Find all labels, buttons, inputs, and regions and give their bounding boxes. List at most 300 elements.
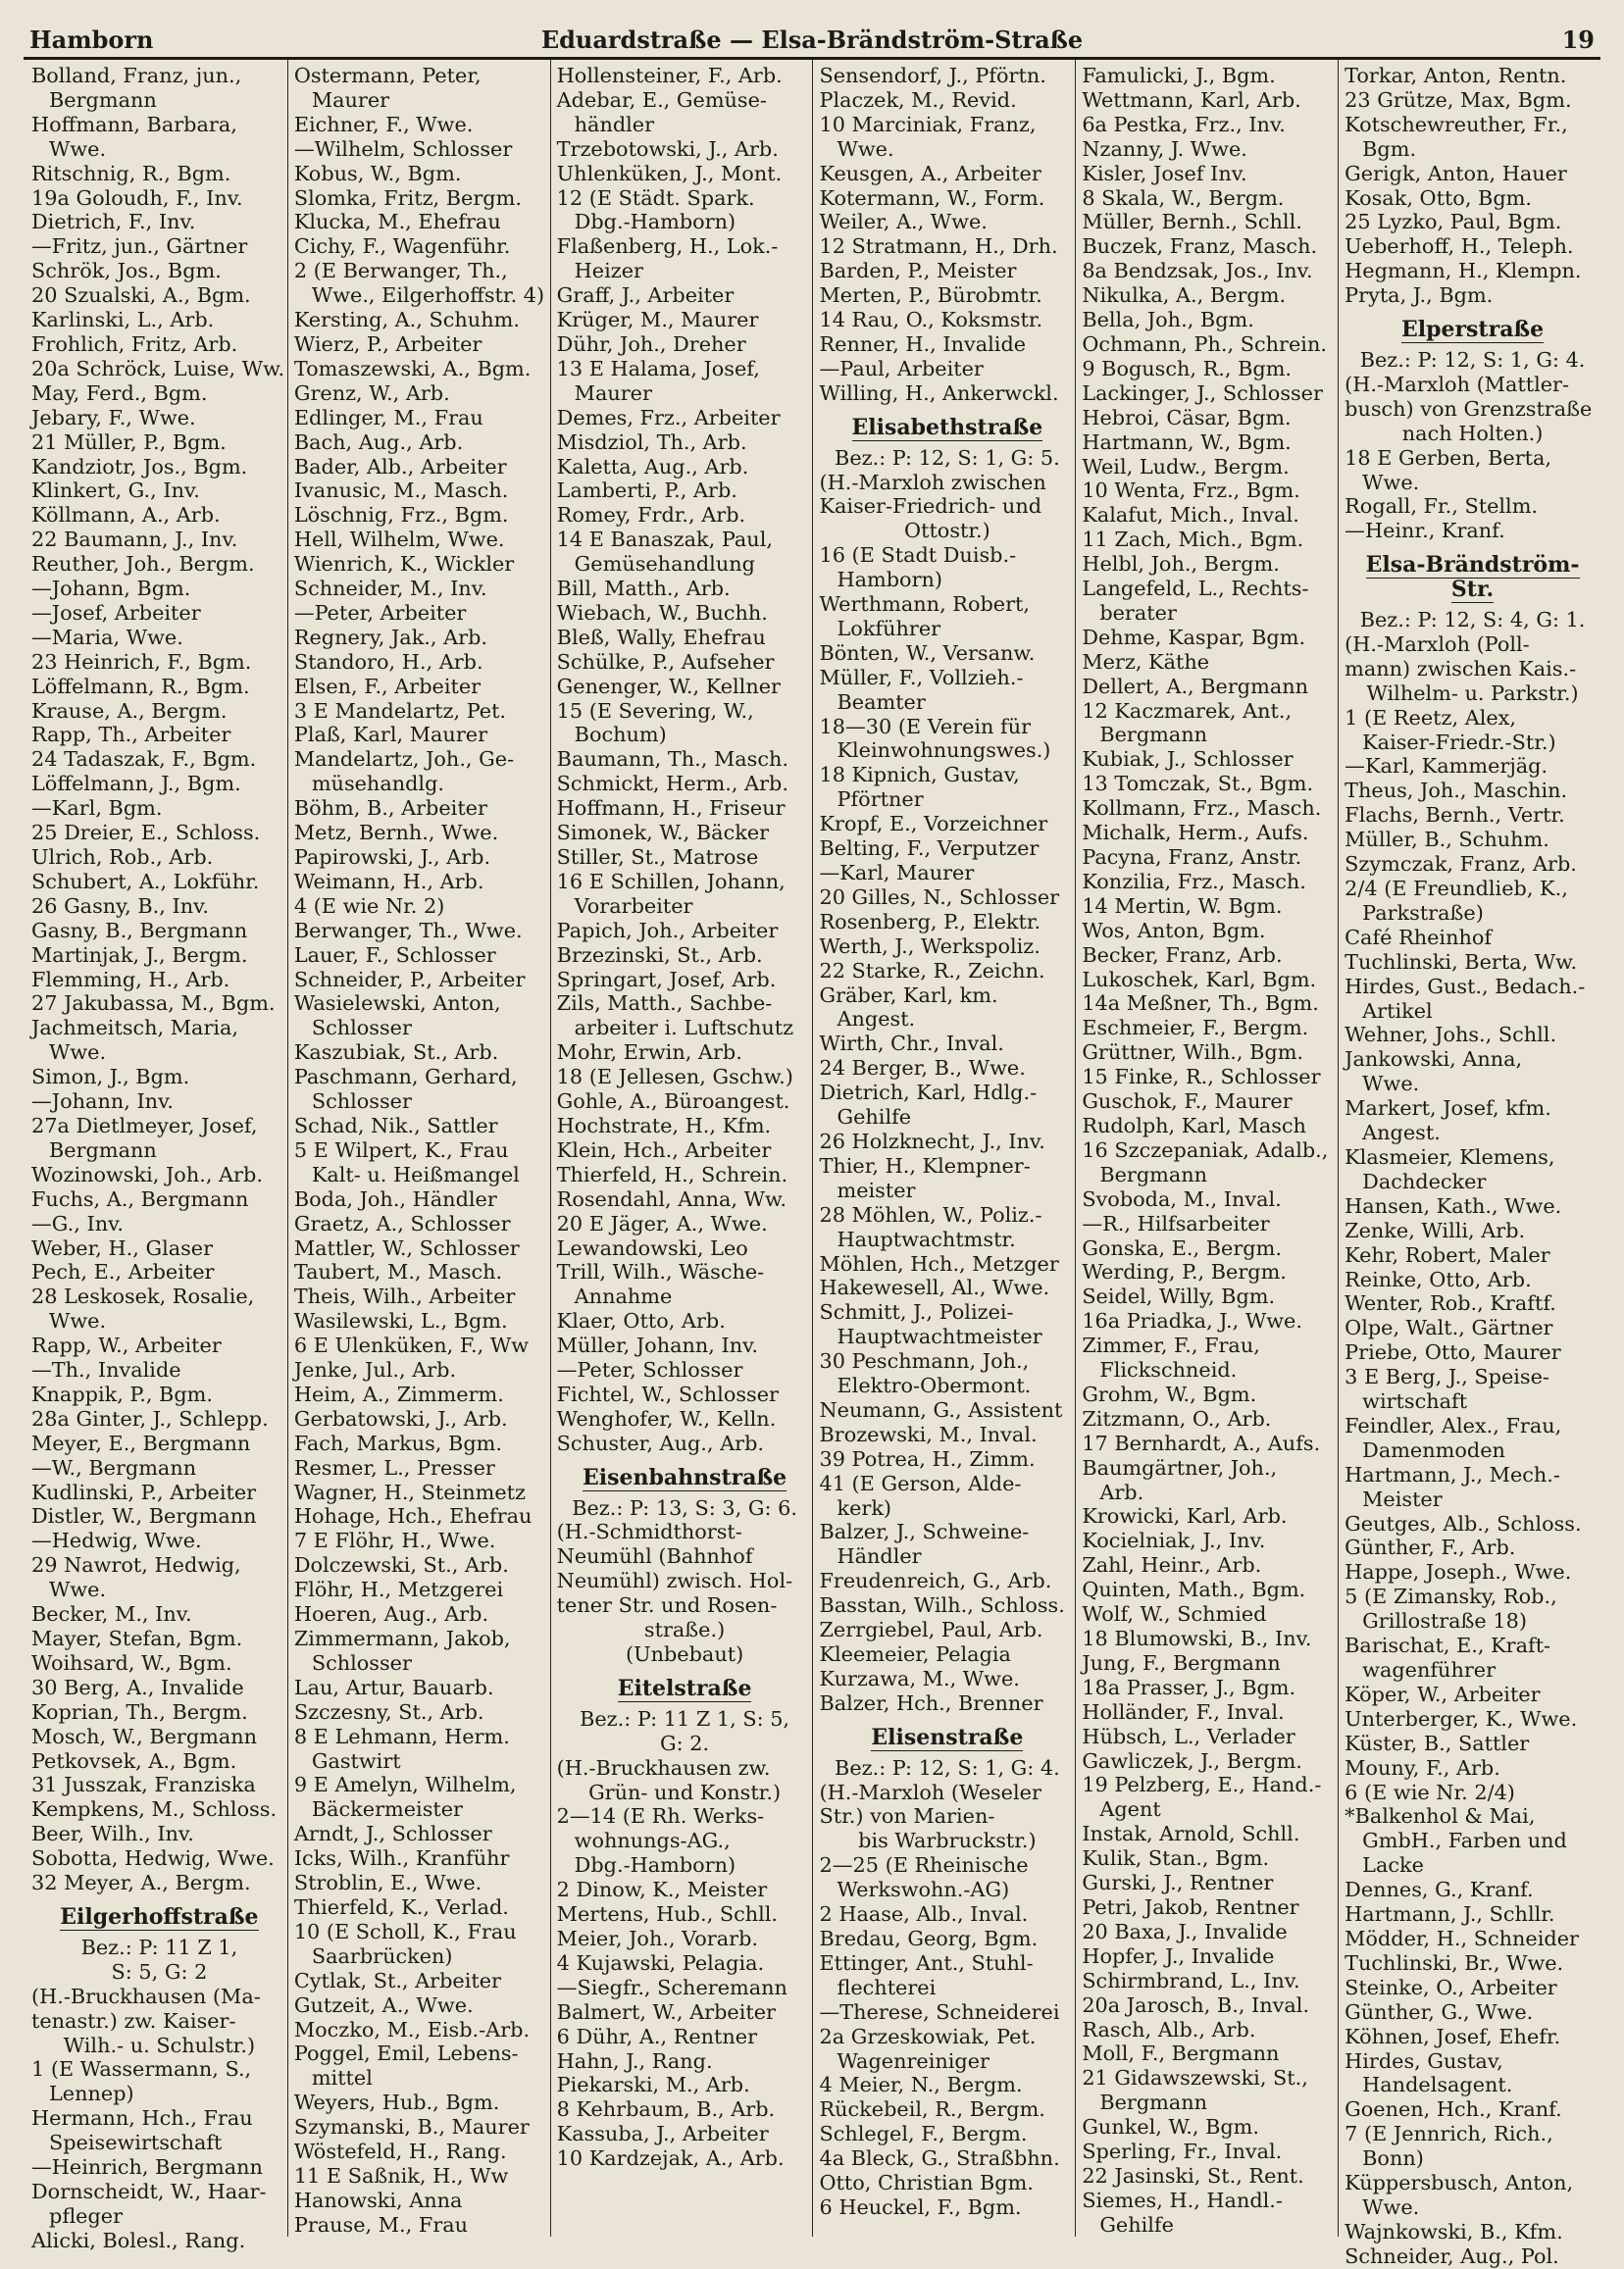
directory-entry-line: May, Ferd., Bgm. [31, 380, 208, 405]
directory-entry-line: Thier, H., Klempner- [819, 1153, 1031, 1178]
directory-entry-line: Schlosser [311, 1089, 412, 1114]
directory-entry-line: —Peter, Arbeiter [293, 600, 467, 625]
directory-entry-line: Rosenberg, P., Elektr. [819, 909, 1041, 933]
directory-entry-line: 18 Kipnich, Gustav, [819, 763, 1020, 787]
directory-entry-line: Hansen, Kath., Wwe. [1345, 1193, 1562, 1218]
directory-entry-line: Bergmann [1099, 1162, 1208, 1186]
directory-entry-line: —Josef, Arbeiter [31, 600, 201, 625]
directory-entry-line: müsehandlg. [311, 772, 444, 796]
directory-entry-line: Werth, J., Werkspoliz. [819, 933, 1040, 958]
directory-entry-line: Martinjak, J., Bergm. [31, 942, 248, 967]
directory-entry-line: Happe, Joseph., Wwe. [1345, 1560, 1572, 1585]
directory-entry-line: Helbl, Joh., Bergm. [1082, 552, 1280, 577]
directory-entry-line: Becker, M., Inv. [31, 1602, 192, 1627]
directory-entry-line: 23 Grütze, Max, Bgm. [1345, 87, 1572, 112]
directory-entry-line: Wwe. [1362, 1072, 1420, 1096]
directory-entry-line: Wasielewski, Anton, [293, 991, 501, 1016]
directory-entry-line: Jebary, F., Wwe. [31, 405, 196, 429]
directory-entry-line: Flemming, H., Arb. [31, 967, 230, 991]
directory-entry-line: tener Str. und Rosen- [556, 1593, 778, 1618]
directory-entry-line: Gemüsehandlung [574, 552, 755, 577]
directory-entry-line: Tomaszewski, A., Bgm. [293, 356, 532, 380]
directory-entry-line: händler [574, 112, 655, 136]
directory-entry-line: Gerbatowski, J., Arb. [293, 1406, 508, 1431]
directory-entry-line: Metz, Bernh., Wwe. [293, 821, 499, 845]
directory-entry-line: —Johann, Inv. [31, 1089, 174, 1114]
directory-entry-line: 11 Zach, Mich., Bgm. [1082, 528, 1304, 552]
directory-entry-line: Placzek, M., Revid. [819, 87, 1017, 112]
directory-entry-line: Gonska, E., Bergm. [1082, 1235, 1282, 1260]
directory-entry-line: Wagenreiniger [837, 2048, 990, 2073]
directory-entry-line: Woihsard, W., Bgm. [31, 1650, 232, 1675]
directory-entry-line: Vorarbeiter [574, 893, 693, 918]
directory-entry-line: Weiler, A., Wwe. [819, 210, 988, 234]
directory-entry-line: —G., Inv. [31, 1211, 125, 1235]
directory-entry-line: Klasmeier, Klemens, [1345, 1144, 1555, 1169]
directory-entry-line: Fichtel, W., Schlosser [556, 1382, 779, 1406]
directory-entry-line: Markert, Josef, kfm. [1345, 1096, 1551, 1121]
directory-entry-line: Theus, Joh., Maschin. [1345, 779, 1568, 803]
directory-entry-line: Schuster, Aug., Arb. [556, 1431, 764, 1455]
directory-entry-line: Lamberti, P., Arb. [556, 479, 737, 503]
directory-entry-line: wohnungs-AG., [574, 1829, 731, 1853]
directory-entry-line: Hebroi, Cäsar, Bgm. [1082, 405, 1292, 429]
directory-entry-line: 19a Goloudh, F., Inv. [31, 185, 243, 210]
directory-entry-line: 16a Priadka, J., Wwe. [1082, 1309, 1302, 1334]
directory-entry-line: 7 E Flöhr, H., Wwe. [293, 1529, 496, 1553]
directory-entry-line: Zahl, Heinr., Arb. [1082, 1553, 1262, 1578]
directory-entry-line: —Karl, Kammerjäg. [1345, 754, 1548, 779]
directory-entry-line: 14 Rau, O., Koksmstr. [819, 308, 1043, 332]
directory-entry-line: Zimmer, F., Frau, [1082, 1334, 1260, 1358]
directory-entry-line: Müller, Bernh., Schll. [1082, 210, 1302, 234]
directory-entry-line: Hauptwachtmstr. [837, 1227, 1016, 1251]
directory-entry-line: 30 Berg, A., Invalide [31, 1675, 244, 1699]
directory-entry-line: 3 E Berg, J., Speise- [1345, 1365, 1549, 1389]
directory-entry-line: Artikel [1362, 998, 1433, 1023]
directory-entry-line: Bonn) [1362, 2146, 1424, 2171]
directory-entry-line: Wajnkowski, B., Kfm. [1345, 2219, 1563, 2244]
directory-entry-line: —W., Bergmann [31, 1455, 197, 1480]
page-header [24, 18, 1600, 60]
directory-entry-line: 12 (E Städt. Spark. [556, 185, 755, 210]
directory-entry-line: 10 (E Scholl, K., Frau [293, 1919, 517, 1943]
directory-entry-line: Grün- und Konstr.) [588, 1780, 782, 1804]
directory-entry-line: Bez.: P: 12, S: 1, G: 4. [835, 1755, 1060, 1780]
directory-entry-line: —Karl, Bgm. [31, 796, 163, 821]
directory-entry-line: Köllmann, A., Arb. [31, 503, 221, 528]
directory-entry-line: 3 E Mandelartz, Pet. [293, 698, 507, 723]
directory-entry-line: Ueberhoff, H., Teleph. [1345, 234, 1574, 259]
directory-entry-line: Jachmeitsch, Maria, [31, 1016, 239, 1040]
street-heading-text: Elisabethstraße [851, 414, 1043, 440]
street-heading-text: Elsa-Brändström-Str. [1365, 552, 1580, 603]
directory-entry-line: 22 Jasinski, St., Rent. [1082, 2163, 1304, 2188]
directory-entry-line: —Maria, Wwe. [31, 625, 183, 649]
directory-entry-line: Werkswohn.-AG) [837, 1878, 1010, 1902]
directory-entry-line: Mertens, Hub., Schll. [556, 1902, 779, 1927]
directory-entry-line: Bella, Joh., Bgm. [1082, 308, 1254, 332]
directory-entry-line: 32 Meyer, A., Bergm. [31, 1871, 251, 1895]
directory-entry-line: Müller, Johann, Inv. [556, 1334, 758, 1358]
directory-entry-line: Eichner, F., Wwe. [293, 112, 474, 136]
directory-entry-line: 26 Gasny, B., Inv. [31, 893, 209, 918]
directory-entry-line: 4 (E wie Nr. 2) [293, 893, 445, 918]
directory-entry-line: Wettmann, Karl, Arb. [1082, 87, 1301, 112]
directory-entry-line: Mosch, W., Bergmann [31, 1724, 258, 1748]
directory-entry-line: Kurzawa, M., Wwe. [819, 1666, 1020, 1690]
directory-entry-line: Angest. [1362, 1121, 1441, 1145]
directory-entry-line: Flaßenberg, H., Lok.- [556, 234, 779, 259]
directory-entry-line: Gohle, A., Büroangest. [556, 1089, 790, 1114]
directory-entry-line: 21 Gidawszewski, St., [1082, 2066, 1308, 2091]
directory-entry-line: GmbH., Farben und [1362, 1829, 1567, 1853]
directory-entry-line: Regnery, Jak., Arb. [293, 625, 488, 649]
directory-entry-line: Unterberger, K., Wwe. [1345, 1706, 1578, 1731]
directory-entry-line: Dbg.-Hamborn) [574, 210, 736, 234]
directory-entry-line: Schneider, P., Arbeiter [293, 967, 526, 991]
directory-entry-line: 16 (E Stadt Duisb.- [819, 543, 1017, 568]
directory-entry-line: Flickschneid. [1099, 1358, 1238, 1383]
header-street-range: Eduardstraße — Elsa-Brändström-Straße [540, 25, 1084, 54]
directory-entry-line: Standoro, H., Arb. [293, 649, 483, 674]
directory-entry-line: Krause, A., Bergm. [31, 698, 228, 723]
directory-entry-line: Bez.: P: 11 Z 1, [80, 1935, 238, 1959]
directory-entry-line: Kollmann, Frz., Masch. [1082, 796, 1322, 821]
directory-entry-line: 12 Stratmann, H., Drh. [819, 234, 1058, 259]
directory-entry-line: Gräber, Karl, km. [819, 983, 998, 1007]
street-heading-text: Eilgerhoffstraße [60, 1903, 259, 1930]
header-city: Hamborn [29, 25, 154, 54]
directory-entry-line: Wos, Anton, Bgm. [1082, 918, 1266, 942]
directory-entry-line: Grüttner, Wilh., Bgm. [1082, 1040, 1304, 1065]
directory-entry-line: Annahme [574, 1285, 673, 1309]
directory-entry-line: 9 Bogusch, R., Bgm. [1082, 356, 1293, 380]
directory-entry-line: kerk) [837, 1495, 892, 1520]
directory-entry-line: 10 Kardzejak, A., Arb. [556, 2146, 785, 2171]
directory-entry-line: Elektro-Obermont. [837, 1374, 1032, 1398]
directory-entry-line: Kaletta, Aug., Arb. [556, 454, 749, 479]
directory-entry-line: 6 Dühr, A., Rentner [556, 2024, 758, 2048]
directory-entry-line: Grillostraße 18) [1362, 1609, 1527, 1634]
directory-entry-line: 18 Blumowski, B., Inv. [1082, 1627, 1312, 1650]
column-6 [1338, 60, 1600, 2268]
directory-entry-line: 8 Skala, W., Bergm. [1082, 185, 1285, 210]
directory-entry-line: Famulicki, J., Bgm. [1082, 64, 1276, 87]
directory-entry-line: Icks, Wilh., Kranführ [293, 1846, 510, 1871]
directory-entry-line: Werthmann, Robert, [819, 592, 1031, 617]
directory-entry-line: Köper, W., Arbeiter [1345, 1682, 1541, 1706]
directory-entry-line: Zimmermann, Jakob, [293, 1627, 511, 1650]
directory-entry-line: Quinten, Math., Bgm. [1082, 1578, 1306, 1602]
directory-entry-line: Schirmbrand, L., Inv. [1082, 1968, 1300, 1992]
street-heading [557, 1677, 813, 1701]
directory-entry-line: Krowicki, Karl, Arb. [1082, 1504, 1288, 1529]
directory-entry-line: Wwe. [837, 136, 894, 161]
directory-entry-line: Damenmoden [1362, 1437, 1505, 1462]
directory-entry-line: Bez.: P: 12, S: 4, G: 1. [1359, 608, 1586, 632]
directory-entry-line: Pacyna, Franz, Anstr. [1082, 845, 1302, 869]
directory-entry-line: Kaiser-Friedrich- und [819, 494, 1042, 519]
directory-entry-line: Prause, M., Frau [293, 2212, 469, 2237]
directory-entry-line: Kandziotr, Jos., Bgm. [31, 454, 248, 479]
directory-entry-line: Lukoschek, Karl, Bgm. [1082, 967, 1317, 991]
directory-entry-line: 30 Peschmann, Joh., [819, 1349, 1030, 1374]
directory-entry-line: Svoboda, M., Inval. [1082, 1186, 1282, 1211]
directory-entry-line: Gurski, J., Rentner [1082, 1871, 1274, 1895]
directory-entry-line: Hartmann, J., Mech.- [1345, 1462, 1560, 1487]
directory-entry-line: Bach, Aug., Arb. [293, 429, 464, 454]
directory-entry-line: Hauptwachtmeister [837, 1325, 1042, 1349]
directory-entry-line: Siemes, H., Handl.- [1082, 2188, 1283, 2212]
directory-entry-line: Lauer, F., Schlosser [293, 942, 496, 967]
directory-entry-line: Kulik, Stan., Bgm. [1082, 1846, 1270, 1871]
directory-entry-line: Bäckermeister [311, 1797, 463, 1822]
directory-entry-line: 20a Schröck, Luise, Ww. [31, 356, 285, 380]
directory-entry-line: Poggel, Emil, Lebens- [293, 2042, 519, 2066]
directory-entry-line: (H.-Marxloh zwischen [819, 470, 1046, 494]
directory-entry-line: Weimann, H., Arb. [293, 869, 484, 893]
directory-entry-line: Wenter, Rob., Kraftf. [1345, 1291, 1556, 1316]
directory-entry-line: bis Warbruckstr.) [858, 1829, 1037, 1853]
directory-entry-line: Bochum) [574, 723, 667, 747]
directory-entry-line: Bolland, Franz, jun., [31, 64, 242, 87]
directory-entry-line: 2a Grzeskowiak, Pet. [819, 2024, 1037, 2048]
directory-entry-line: —Heinr., Kranf. [1345, 519, 1505, 543]
directory-entry-line: Schmitt, J., Polizei- [819, 1300, 1014, 1325]
directory-entry-line: Plaß, Karl, Maurer [293, 723, 488, 747]
directory-entry-line: Maurer [311, 87, 390, 112]
directory-entry-line: Priebe, Otto, Maurer [1345, 1340, 1561, 1365]
directory-entry-line: —Johann, Bgm. [31, 577, 191, 601]
directory-entry-line: Rogall, Fr., Stellm. [1345, 494, 1539, 519]
directory-entry-line: Graff, J., Arbeiter [556, 283, 735, 308]
directory-entry-line: Feindler, Alex., Frau, [1345, 1413, 1562, 1437]
directory-entry-line: Mattler, W., Schlosser [293, 1235, 520, 1260]
directory-entry-line: Gawliczek, J., Bergm. [1082, 1748, 1302, 1773]
directory-entry-line: 15 Finke, R., Schlosser [1082, 1065, 1321, 1089]
directory-entry-line: Kehr, Robert, Maler [1345, 1242, 1550, 1267]
directory-entry-line: Adebar, E., Gemüse- [556, 87, 767, 112]
directory-entry-line: Wierz, P., Arbeiter [293, 331, 482, 356]
directory-entry-line: Torkar, Anton, Rentn. [1345, 64, 1567, 87]
directory-entry-line: Trill, Wilh., Wäsche- [556, 1260, 765, 1285]
directory-entry-line: Zils, Matth., Sachbe- [556, 991, 773, 1016]
directory-entry-line: Wienrich, K., Wickler [293, 552, 515, 577]
directory-entry-line: Bez.: P: 11 Z 1, S: 5, [580, 1706, 790, 1731]
directory-entry-line: Steinke, O., Arbeiter [1345, 1975, 1557, 1999]
directory-entry-line: Kassuba, J., Arbeiter [556, 2122, 769, 2146]
directory-entry-line: 18a Prasser, J., Bgm. [1082, 1675, 1296, 1699]
directory-entry-line: Hoffmann, H., Friseur [556, 796, 786, 821]
directory-entry-line: Lewandowski, Leo [556, 1235, 748, 1260]
directory-entry-line: Becker, Franz, Arb. [1082, 942, 1283, 967]
directory-entry-line: Hell, Wilhelm, Wwe. [293, 528, 505, 552]
page-number: 19 [1561, 25, 1595, 54]
directory-entry-line: Kobus, W., Bgm. [293, 161, 462, 185]
street-heading-text: Elperstraße [1400, 317, 1545, 343]
directory-entry-line: Dachdecker [1362, 1169, 1487, 1193]
directory-entry-line: 26 Holzknecht, J., Inv. [819, 1129, 1045, 1153]
directory-entry-line: Bez.: P: 12, S: 1, G: 4. [1359, 347, 1586, 372]
directory-entry-line: Ulrich, Rob., Arb. [31, 845, 214, 869]
directory-entry-line: Hochstrate, H., Kfm. [556, 1113, 772, 1137]
directory-entry-line: 10 Wenta, Frz., Bgm. [1082, 479, 1300, 503]
directory-entry-line: Petri, Jakob, Rentner [1082, 1894, 1299, 1919]
directory-entry-line: —Hedwig, Wwe. [31, 1529, 202, 1553]
directory-entry-line: Willing, H., Ankerwckl. [819, 380, 1059, 405]
directory-entry-line: Brozewski, M., Inval. [819, 1422, 1038, 1446]
column-3 [550, 60, 813, 2237]
directory-entry-line: Klinkert, G., Inv. [31, 479, 200, 503]
street-heading [31, 1905, 287, 1930]
directory-entry-line: Parkstraße) [1362, 900, 1484, 925]
directory-entry-line: Barden, P., Meister [819, 259, 1017, 283]
directory-entry-line: Schubert, A., Lokführ. [31, 869, 260, 893]
directory-entry-line: Hartmann, J., Schllr. [1345, 1902, 1555, 1927]
directory-entry-line: 31 Jusszak, Franziska [31, 1773, 256, 1797]
directory-entry-line: Gehilfe [1099, 2212, 1174, 2237]
directory-entry-line: Klein, Hch., Arbeiter [556, 1137, 772, 1162]
directory-entry-line: —Peter, Schlosser [556, 1358, 743, 1383]
directory-entry-line: busch) von Grenzstraße [1345, 396, 1593, 421]
directory-entry-line: 2—25 (E Rheinische [819, 1853, 1029, 1878]
directory-entry-line: Rückebeil, R., Bergm. [819, 2097, 1045, 2122]
directory-entry-line: Alicki, Bolesl., Rang. [31, 2228, 246, 2252]
columns-container [24, 60, 1600, 2268]
directory-entry-line: —Karl, Maurer [819, 861, 975, 884]
directory-entry-line: Händler [837, 1544, 922, 1569]
directory-entry-line: Bergmann [49, 87, 157, 112]
directory-entry-line: Ivanusic, M., Masch. [293, 479, 509, 503]
directory-entry-line: Kleinwohnungswes.) [837, 738, 1051, 763]
directory-entry-line: Nzanny, J. Wwe. [1082, 136, 1247, 161]
directory-entry-line: Wiebach, W., Buchh. [556, 600, 768, 625]
directory-entry-line: 12 Kaczmarek, Ant., [1082, 698, 1293, 723]
directory-entry-line: 27a Dietlmeyer, Josef, [31, 1113, 258, 1137]
directory-entry-line: Instak, Arnold, Schll. [1082, 1822, 1300, 1846]
directory-entry-line: 18—30 (E Verein für [819, 714, 1032, 738]
street-heading [557, 1466, 813, 1490]
directory-entry-line: Ettinger, Ant., Stuhl- [819, 1950, 1034, 1975]
street-heading-text: Eitelstraße [617, 1675, 752, 1701]
directory-entry-line: —Siegfr., Scheremann [556, 1975, 787, 1999]
directory-entry-line: Guschok, F., Maurer [1082, 1089, 1293, 1114]
directory-entry-line: Simonek, W., Bäcker [556, 821, 770, 845]
directory-entry-line: Böhm, B., Arbeiter [293, 796, 487, 821]
directory-entry-line: 16 E Schillen, Johann, [556, 869, 786, 893]
street-heading [1345, 553, 1600, 602]
directory-entry-line: Bader, Alb., Arbeiter [293, 454, 507, 479]
directory-entry-line: Kempkens, M., Schloss. [31, 1797, 278, 1822]
directory-entry-line: Jankowski, Anna, [1345, 1047, 1523, 1072]
directory-entry-line: Balzer, J., Schweine- [819, 1520, 1030, 1544]
directory-entry-line: 2 (E Berwanger, Th., [293, 259, 508, 283]
directory-entry-line: Otto, Christian Bgm. [819, 2171, 1034, 2195]
directory-entry-line: 28 Möhlen, W., Poliz.- [819, 1202, 1042, 1227]
directory-entry-line: Angest. [837, 1007, 916, 1032]
directory-entry-line: Paschmann, Gerhard, [293, 1065, 518, 1089]
directory-entry-line: Springart, Josef, Arb. [556, 967, 777, 991]
directory-entry-line: Bez.: P: 12, S: 1, G: 5. [835, 445, 1060, 470]
directory-entry-line: Moll, F., Bergmann [1082, 2042, 1280, 2066]
column-1 [24, 60, 287, 2252]
directory-entry-line: Piekarski, M., Arb. [556, 2073, 750, 2097]
directory-entry-line: Schneider, M., Inv. [293, 577, 487, 601]
directory-entry-line: Lennep) [49, 2082, 134, 2106]
directory-entry-line: Baumgärtner, Joh., [1082, 1455, 1278, 1480]
directory-entry-line: 19 Pelzberg, E., Hand.- [1082, 1773, 1322, 1797]
directory-entry-line: 1 (E Reetz, Alex, [1345, 705, 1517, 730]
directory-entry-line: 4 Meier, N., Bergm. [819, 2073, 1023, 2097]
directory-entry-line: Hopfer, J., Invalide [1082, 1943, 1275, 1968]
directory-entry-line: Mouny, F., Arb. [1345, 1755, 1500, 1780]
directory-entry-line: 4 Kujawski, Pelagia. [556, 1950, 765, 1975]
directory-entry-line: Dbg.-Hamborn) [574, 1853, 736, 1878]
directory-entry-line: Bredau, Georg, Bgm. [819, 1926, 1039, 1950]
directory-entry-line: Merz, Käthe [1082, 649, 1210, 674]
directory-entry-line: 18 E Gerben, Berta, [1345, 445, 1552, 470]
directory-entry-line: Fach, Markus, Bgm. [293, 1431, 502, 1455]
directory-entry-line: Meyer, E., Bergmann [31, 1431, 251, 1455]
directory-entry-line: Rasch, Alb., Arb. [1082, 2017, 1256, 2042]
directory-entry-line: Hahn, J., Rang. [556, 2048, 713, 2073]
directory-entry-line: Mödder, H., Schneider [1345, 1926, 1579, 1950]
directory-entry-line: Kotermann, W., Form. [819, 185, 1045, 210]
directory-entry-line: Wilh.- u. Schulstr.) [63, 2033, 256, 2057]
directory-entry-line: Hakewesell, Al., Wwe. [819, 1276, 1050, 1300]
directory-entry-line: Kotschewreuther, Fr., [1345, 112, 1568, 136]
directory-entry-line: —Th., Invalide [31, 1358, 181, 1383]
directory-entry-line: Müller, B., Schuhm. [1345, 828, 1549, 852]
directory-entry-line: Szymczak, Franz, Arb. [1345, 852, 1577, 877]
directory-entry-line: Bleß, Wally, Ehefrau [556, 625, 766, 649]
directory-entry-line: 2 Dinow, K., Meister [556, 1878, 768, 1902]
directory-entry-line: 6a Pestka, Frz., Inv. [1082, 112, 1286, 136]
directory-entry-line: Bergmann [49, 1137, 157, 1162]
directory-entry-line: Kersting, A., Schuhm. [293, 308, 520, 332]
directory-entry-line: straße.) [643, 1618, 726, 1642]
directory-entry-line: 21 Müller, P., Bgm. [31, 429, 227, 454]
directory-entry-line: Heizer [574, 259, 643, 283]
directory-entry-line: Berwanger, Th., Wwe. [293, 918, 523, 942]
directory-entry-line: Speisewirtschaft [49, 2131, 223, 2155]
directory-entry-line: 41 (E Gerson, Alde- [819, 1471, 1022, 1495]
directory-entry-line: Günther, F., Arb. [1345, 1536, 1516, 1560]
directory-entry-line: Wilhelm- u. Parkstr.) [1366, 681, 1579, 705]
directory-entry-line: Küster, B., Sattler [1345, 1731, 1530, 1755]
directory-entry-line: 14 Mertin, W. Bgm. [1082, 893, 1283, 918]
directory-entry-line: Möhlen, Hch., Metzger [819, 1251, 1059, 1276]
directory-entry-line: Gastwirt [311, 1748, 401, 1773]
directory-entry-line: Goenen, Hch., Kranf. [1345, 2097, 1562, 2122]
directory-entry-line: Resmer, L., Presser [293, 1455, 495, 1480]
street-heading [819, 416, 1075, 440]
directory-entry-line: Stiller, St., Matrose [556, 845, 759, 869]
directory-entry-line: Buczek, Franz, Masch. [1082, 234, 1318, 259]
directory-entry-line: Zerrgiebel, Paul, Arb. [819, 1618, 1043, 1642]
directory-entry-line: Michalk, Herm., Aufs. [1082, 821, 1309, 845]
directory-entry-line: 22 Baumann, J., Inv. [31, 528, 238, 552]
directory-entry-line: 8a Bendzsak, Jos., Inv. [1082, 259, 1313, 283]
directory-entry-line: Thierfeld, H., Schrein. [556, 1162, 788, 1186]
directory-entry-line: Klaer, Otto, Arb. [556, 1309, 726, 1334]
directory-entry-line: Flachs, Bernh., Vertr. [1345, 803, 1565, 828]
directory-entry-line: Pförtner [837, 787, 924, 812]
directory-entry-line: Dellert, A., Bergmann [1082, 674, 1309, 698]
directory-entry-line: Lacke [1362, 1853, 1424, 1878]
directory-entry-line: 20 Gilles, N., Schlosser [819, 884, 1060, 909]
